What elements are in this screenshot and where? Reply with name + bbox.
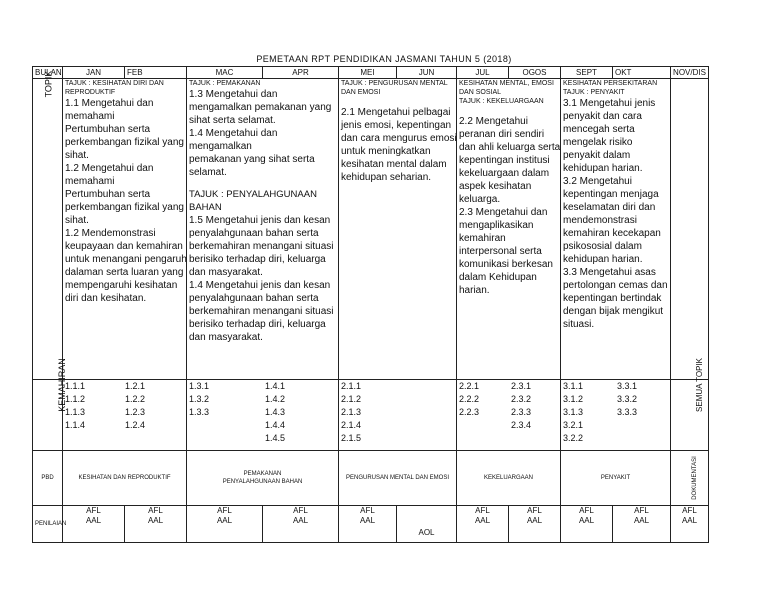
penilaian-label: PENILAIAN: [33, 506, 63, 543]
topik-line: harian.: [459, 285, 490, 296]
topik-line: kehidupan harian.: [563, 163, 643, 174]
topik-line: keluarga.: [459, 194, 501, 205]
topik-line: kemahiran kecekapan: [563, 228, 661, 239]
topik-line: mengaplikasikan: [459, 220, 534, 231]
penilaian-novdis: AFL AAL: [671, 506, 709, 543]
kemahiran-code: 2.1.5: [341, 433, 362, 443]
penilaian-ogos: AFL AAL: [509, 506, 561, 543]
kemahiran-code: 2.2.2: [459, 394, 480, 404]
kemahiran-code: 1.4.5: [265, 433, 286, 443]
kemahiran-code: 1.1.2: [65, 394, 86, 404]
topik-line: pertolongan cemas dan: [563, 280, 668, 291]
topik-line: 1.2 Mengetahui dan: [65, 163, 154, 174]
kemahiran-code: 3.1.1: [563, 381, 584, 391]
topik-line: keselamatan diri dan: [563, 202, 656, 213]
kemahiran-septokt-col-b: [617, 380, 637, 445]
topik-line: sihat.: [65, 215, 89, 226]
bulan-label: BULAN: [33, 67, 63, 79]
kemahiran-code: 1.3.3: [189, 407, 210, 417]
topik-line: situasi.: [563, 319, 595, 330]
month-feb: FEB: [125, 67, 187, 79]
month-sept: SEPT: [561, 67, 613, 79]
topik-meijun: [339, 79, 457, 380]
topik-line: Pertumbuhan serta: [65, 124, 151, 135]
topik-line: selamat.: [189, 167, 227, 178]
page-title: PEMETAAN RPT PENDIDIKAN JASMANI TAHUN 5 (2018): [256, 54, 512, 64]
kemahiran-janfeb-col-a: [65, 380, 125, 432]
month-ogos: OGOS: [509, 67, 561, 79]
kemahiran-code: 1.3.1: [189, 381, 210, 391]
topik-line: dalaman serta luaran yang: [65, 267, 184, 278]
header-row: [33, 67, 709, 79]
kemahiran-code: 3.3.2: [617, 394, 638, 404]
topik-line: penyalahgunaan bahan serta: [189, 293, 319, 304]
tajuk-septokt-2: TAJUK : PENYAKIT: [563, 89, 625, 96]
topik-line: jenis emosi, kepentingan: [341, 120, 452, 131]
topik-line: berkemahiran menangani situasi: [189, 306, 334, 317]
topik-line: psikososial dalam: [563, 241, 642, 252]
topik-line: kehidupan seharian.: [341, 172, 432, 183]
topik-line: mencegah serta: [563, 124, 635, 135]
topik-line: 1.5 Mengetahui jenis dan kesan: [189, 215, 331, 226]
topik-line: interpersonal serta: [459, 246, 542, 257]
kemahiran-meijun: [339, 380, 457, 451]
topik-line: mendemonstrasi: [563, 215, 637, 226]
topik-line: kepentingan institusi: [459, 155, 550, 166]
kemahiran-code: 2.3.1: [511, 381, 532, 391]
month-jan: JAN: [63, 67, 125, 79]
kemahiran-row: [33, 380, 709, 451]
month-apr: APR: [263, 67, 339, 79]
kemahiran-code: 1.4.4: [265, 420, 286, 430]
topik-macapr: [187, 79, 339, 380]
penilaian-jul: AFL AAL: [457, 506, 509, 543]
topik-line: dan masyarakat.: [189, 267, 263, 278]
kemahiran-code: 1.3.2: [189, 394, 210, 404]
topik-line: mengamalkan pemakanan yang: [189, 102, 332, 113]
topik-line: 2.2 Mengetahui: [459, 116, 528, 127]
topik-line: aspek kesihatan: [459, 181, 532, 192]
topik-line: 1.4 Mengetahui jenis dan kesan: [189, 280, 331, 291]
kemahiran-code: 1.4.1: [265, 381, 286, 391]
topik-line: berisiko terhadap diri, keluarga: [189, 319, 326, 330]
topik-line: untuk menangani pengaruh: [65, 254, 187, 265]
topik-line: mempengaruhi kesihatan: [65, 280, 178, 291]
topik-line: Pertumbuhan serta: [65, 189, 151, 200]
topik-line: penyalahgunaan bahan serta: [189, 228, 319, 239]
topik-row: [33, 79, 709, 380]
topik-line: mengelak risiko: [563, 137, 633, 148]
topik-line: keupayaan dan kemahiran: [65, 241, 183, 252]
topik-line: kemahiran: [459, 233, 506, 244]
kemahiran-meijun-list: [341, 380, 454, 445]
topik-line: 1.1 Mengetahui dan: [65, 98, 154, 109]
kemahiran-code: 3.3.3: [617, 407, 638, 417]
topik-line: 1.2 Mendemonstrasi: [65, 228, 156, 239]
penilaian-mac: AFL AAL: [187, 506, 263, 543]
kemahiran-macapr-col-b: [265, 380, 285, 445]
topik-julogos: [457, 79, 561, 380]
topik-line: 3.1 Mengetahui jenis: [563, 98, 656, 109]
kemahiran-code: 1.1.3: [65, 407, 86, 417]
pbd-septokt: PENYAKIT: [561, 451, 671, 506]
month-jul: JUL: [457, 67, 509, 79]
pbd-julogos: KEKELUARGAAN: [457, 451, 561, 506]
topik-line: penyakit dan cara: [563, 111, 642, 122]
kemahiran-code: 1.4.3: [265, 407, 286, 417]
kemahiran-macapr: [187, 380, 339, 451]
kemahiran-julogos: [457, 380, 561, 451]
topik-line: dan masyarakat.: [189, 332, 263, 343]
topik-line: memahami: [65, 111, 115, 122]
pbd-row: [33, 451, 709, 506]
penilaian-jun: AOL: [397, 506, 457, 543]
kemahiran-janfeb: [63, 380, 187, 451]
kemahiran-code: 2.1.4: [341, 420, 362, 430]
penilaian-feb: AFL AAL: [125, 506, 187, 543]
topik-line: 1.3 Mengetahui dan: [189, 89, 278, 100]
pbd-janfeb: KESIHATAN DAN REPRODUKTIF: [63, 451, 187, 506]
tajuk-julogos-2: TAJUK : KEKELUARGAAN: [459, 98, 544, 105]
kemahiran-code: 3.3.1: [617, 381, 638, 391]
kemahiran-code: 3.2.1: [563, 420, 584, 430]
topik-line: perkembangan fizikal yang: [65, 202, 184, 213]
penilaian-mei: AFL AAL: [339, 506, 397, 543]
kemahiran-label-cell: [33, 358, 67, 451]
topik-line: sihat serta selamat.: [189, 115, 276, 126]
penilaian-okt: AFL AAL: [613, 506, 671, 543]
kemahiran-code: 1.2.3: [125, 407, 146, 417]
tajuk-macapr-2: TAJUK : PENYALAHGUNAAN BAHAN: [189, 189, 317, 213]
topik-line: peranan diri sendiri: [459, 129, 545, 140]
kemahiran-code: 2.1.2: [341, 394, 362, 404]
penilaian-jan: AFL AAL: [63, 506, 125, 543]
month-novdis: NOV/DIS: [671, 67, 709, 79]
month-mac: MAC: [187, 67, 263, 79]
dokumentasi-cell: [671, 451, 709, 506]
topik-line: untuk meningkatkan: [341, 146, 431, 157]
kemahiran-code: 3.1.2: [563, 394, 584, 404]
topik-line: sihat.: [65, 150, 89, 161]
month-mei: MEI: [339, 67, 397, 79]
topik-line: dalam Kehidupan: [459, 272, 537, 283]
kemahiran-code: 1.1.1: [65, 381, 86, 391]
pbd-macapr: [187, 451, 339, 506]
kemahiran-code: 1.2.4: [125, 420, 146, 430]
semua-topik-cell: [671, 358, 709, 451]
kemahiran-macapr-col-a: [189, 380, 265, 445]
penilaian-row: [33, 506, 709, 543]
pbd-macapr-1: PEMAKANAN: [243, 471, 282, 477]
kemahiran-septokt-col-a: [563, 380, 617, 445]
topik-janfeb: [63, 79, 187, 380]
kemahiran-code: 2.3.4: [511, 420, 532, 430]
kemahiran-code: 1.1.4: [65, 420, 86, 430]
topik-line: mengamalkan: [189, 141, 252, 152]
kemahiran-code: 3.1.3: [563, 407, 584, 417]
topik-macapr-lines: [189, 88, 336, 179]
pbd-macapr-2: PENYALAHGUNAAN BAHAN: [222, 479, 303, 485]
kemahiran-code: 1.4.2: [265, 394, 286, 404]
tajuk-septokt: KESIHATAN PERSEKITARAN: [563, 80, 658, 87]
topik-line: kehidupan harian.: [563, 254, 643, 265]
tajuk-macapr: TAJUK : PEMAKANAN: [189, 80, 261, 87]
kemahiran-janfeb-col-b: [125, 380, 145, 432]
topik-line: kepentingan menjaga: [563, 189, 659, 200]
kemahiran-code: 2.1.1: [341, 381, 362, 391]
topik-novdis: [671, 79, 709, 380]
topik-line: perkembangan fizikal yang: [65, 137, 184, 148]
topik-line: penyakit dalam: [563, 150, 631, 161]
kemahiran-code: 3.2.2: [563, 433, 584, 443]
kemahiran-code: 2.2.3: [459, 407, 480, 417]
kemahiran-septokt: [561, 380, 671, 451]
topik-label: TOPIK: [43, 70, 54, 98]
topik-line: diri dan kesihatan.: [65, 293, 147, 304]
pbd-label: PBD: [33, 451, 63, 506]
kemahiran-code: 1.2.1: [125, 381, 146, 391]
topik-septokt-lines: [563, 97, 668, 331]
topik-line: 2.3 Mengetahui dan: [459, 207, 548, 218]
kemahiran-julogos-col-b: [511, 380, 531, 432]
kemahiran-code: 1.2.2: [125, 394, 146, 404]
topik-line: pemakanan yang sihat serta: [189, 154, 315, 165]
kemahiran-label: KEMAHIRAN: [56, 358, 67, 412]
penilaian-sept: AFL AAL: [561, 506, 613, 543]
topik-line: komunikasi berkesan: [459, 259, 553, 270]
tajuk-meijun: TAJUK : PENGURUSAN MENTAL DAN EMOSI: [341, 80, 448, 96]
penilaian-apr: AFL AAL: [263, 506, 339, 543]
month-okt: OKT: [613, 67, 671, 79]
topik-septokt: [561, 79, 671, 380]
topik-line: memahami: [65, 176, 115, 187]
topik-line: kepentingan bertindak: [563, 293, 662, 304]
kemahiran-code: 2.3.2: [511, 394, 532, 404]
topik-line: berisiko terhadap diri, keluarga: [189, 254, 326, 265]
topik-line: kesihatan mental dalam: [341, 159, 447, 170]
rpt-table: [32, 66, 709, 543]
topik-line: dengan bijak mengikut: [563, 306, 664, 317]
topik-julogos-lines: [459, 115, 561, 297]
topik-line: kekeluargaan dalam: [459, 168, 550, 179]
topik-janfeb-lines: [65, 97, 187, 305]
dokumentasi-label: DOKUMENTASI: [691, 456, 698, 500]
tajuk-janfeb: TAJUK : KESIHATAN DIRI DAN REPRODUKTIF: [65, 80, 164, 96]
topik-line: dan cara mengurus emosi: [341, 133, 457, 144]
kemahiran-code: 2.2.1: [459, 381, 480, 391]
kemahiran-code: 2.1.3: [341, 407, 362, 417]
topik-line: 1.4 Mengetahui dan: [189, 128, 278, 139]
topik-line: berkemahiran menangani situasi: [189, 241, 334, 252]
topik-line: dan ahli keluarga serta: [459, 142, 561, 153]
kemahiran-julogos-col-a: [459, 380, 511, 432]
topik-macapr-lines-2: [189, 214, 336, 344]
pbd-meijun: PENGURUSAN MENTAL DAN EMOSI: [339, 451, 457, 506]
semua-topik-label: SEMUA TOPIK: [694, 358, 704, 412]
month-jun: JUN: [397, 67, 457, 79]
topik-line: 2.1 Mengetahui pelbagai: [341, 107, 451, 118]
tajuk-julogos: KESIHATAN MENTAL, EMOSI DAN SOSIAL: [459, 80, 554, 96]
topik-line: 3.3 Mengetahui asas: [563, 267, 656, 278]
topik-meijun-lines: [341, 106, 457, 184]
kemahiran-code: 2.3.3: [511, 407, 532, 417]
topik-line: 3.2 Mengetahui: [563, 176, 632, 187]
